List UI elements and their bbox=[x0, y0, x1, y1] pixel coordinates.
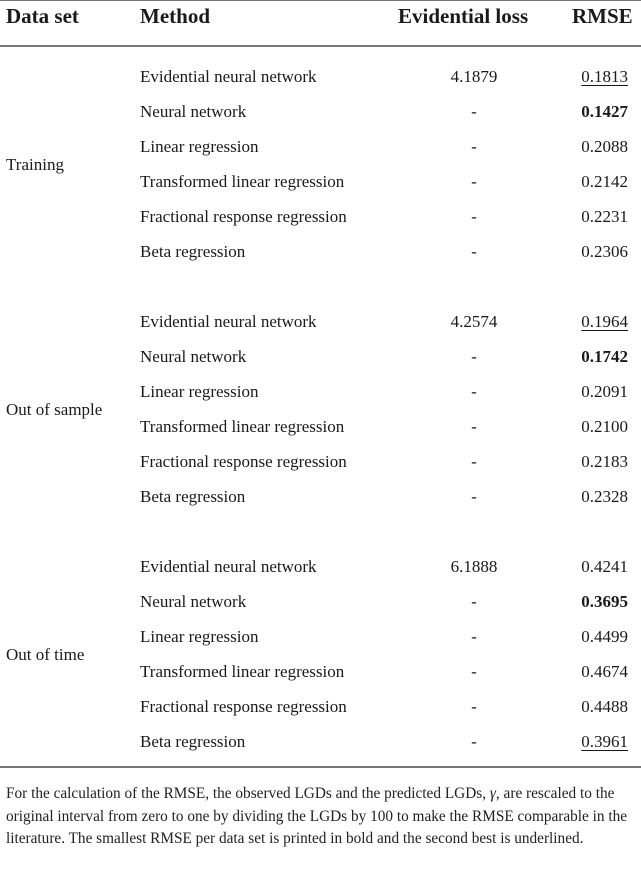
method-cell: Neural network bbox=[140, 347, 247, 366]
method-cell: Fractional response regression bbox=[140, 697, 347, 716]
method-cell: Linear regression bbox=[140, 627, 259, 646]
evidential-loss-cell: 6.1888 bbox=[450, 557, 498, 576]
evidential-loss-cell: - bbox=[471, 452, 477, 471]
method-cell: Linear regression bbox=[140, 382, 259, 401]
evidential-loss-cell: - bbox=[471, 662, 477, 681]
rmse-cell: 0.2231 bbox=[581, 207, 628, 226]
rmse-cell: 0.2100 bbox=[581, 417, 628, 436]
rmse-cell: 0.2306 bbox=[581, 242, 628, 261]
method-cell: Evidential neural network bbox=[140, 312, 317, 331]
method-cell: Transformed linear regression bbox=[140, 662, 345, 681]
rmse-cell: 0.2328 bbox=[581, 487, 628, 506]
group-label: Out of time bbox=[6, 644, 85, 664]
evidential-loss-cell: - bbox=[471, 207, 477, 226]
evidential-loss-cell: - bbox=[471, 137, 477, 156]
evidential-loss-cell: - bbox=[471, 627, 477, 646]
rmse-cell: 0.1813 bbox=[581, 67, 628, 86]
rmse-cell: 0.2088 bbox=[581, 137, 628, 156]
header-evidential-loss: Evidential loss bbox=[398, 4, 529, 28]
evidential-loss-cell: - bbox=[471, 732, 477, 751]
evidential-loss-cell: - bbox=[471, 382, 477, 401]
rmse-cell: 0.2183 bbox=[581, 452, 628, 471]
rmse-cell: 0.4674 bbox=[581, 662, 628, 681]
rmse-cell: 0.1427 bbox=[581, 102, 628, 121]
group-label: Out of sample bbox=[6, 399, 103, 419]
evidential-loss-cell: - bbox=[471, 347, 477, 366]
evidential-loss-cell: - bbox=[471, 242, 477, 261]
rmse-cell: 0.3695 bbox=[581, 592, 628, 611]
header-rmse: RMSE bbox=[572, 4, 633, 28]
method-cell: Beta regression bbox=[140, 732, 246, 751]
evidential-loss-cell: 4.1879 bbox=[450, 67, 498, 86]
method-cell: Evidential neural network bbox=[140, 67, 317, 86]
method-cell: Transformed linear regression bbox=[140, 417, 345, 436]
rmse-cell: 0.1964 bbox=[581, 312, 628, 331]
rmse-cell: 0.3961 bbox=[581, 732, 628, 751]
evidential-loss-cell: 4.2574 bbox=[450, 312, 498, 331]
method-cell: Fractional response regression bbox=[140, 207, 347, 226]
evidential-loss-cell: - bbox=[471, 697, 477, 716]
table-footnote: For the calculation of the RMSE, the observed LGDs and the predicted LGDs, γ, are rescaled to the original interval from zero to one by dividing the LGDs by 100 to make the RMSE comparable in the literature. The smallest RMSE per data set is printed in bold and the second best is underlined. bbox=[6, 785, 628, 847]
evidential-loss-cell: - bbox=[471, 417, 477, 436]
header-rule bbox=[0, 45, 641, 47]
evidential-loss-cell: - bbox=[471, 102, 477, 121]
method-cell: Linear regression bbox=[140, 137, 259, 156]
method-cell: Neural network bbox=[140, 102, 247, 121]
rmse-cell: 0.4488 bbox=[581, 697, 628, 716]
method-cell: Beta regression bbox=[140, 487, 246, 506]
top-rule bbox=[0, 0, 641, 1]
method-cell: Neural network bbox=[140, 592, 247, 611]
rmse-cell: 0.4241 bbox=[581, 557, 628, 576]
rmse-cell: 0.4499 bbox=[581, 627, 628, 646]
group-label: Training bbox=[6, 154, 64, 174]
evidential-loss-cell: - bbox=[471, 172, 477, 191]
evidential-loss-cell: - bbox=[471, 487, 477, 506]
bottom-rule bbox=[0, 766, 641, 768]
method-cell: Transformed linear regression bbox=[140, 172, 345, 191]
evidential-loss-cell: - bbox=[471, 592, 477, 611]
header-method: Method bbox=[140, 4, 210, 28]
rmse-cell: 0.1742 bbox=[581, 347, 628, 366]
header-data-set: Data set bbox=[6, 4, 79, 28]
method-cell: Fractional response regression bbox=[140, 452, 347, 471]
method-cell: Evidential neural network bbox=[140, 557, 317, 576]
rmse-cell: 0.2091 bbox=[581, 382, 628, 401]
rmse-cell: 0.2142 bbox=[581, 172, 628, 191]
method-cell: Beta regression bbox=[140, 242, 246, 261]
